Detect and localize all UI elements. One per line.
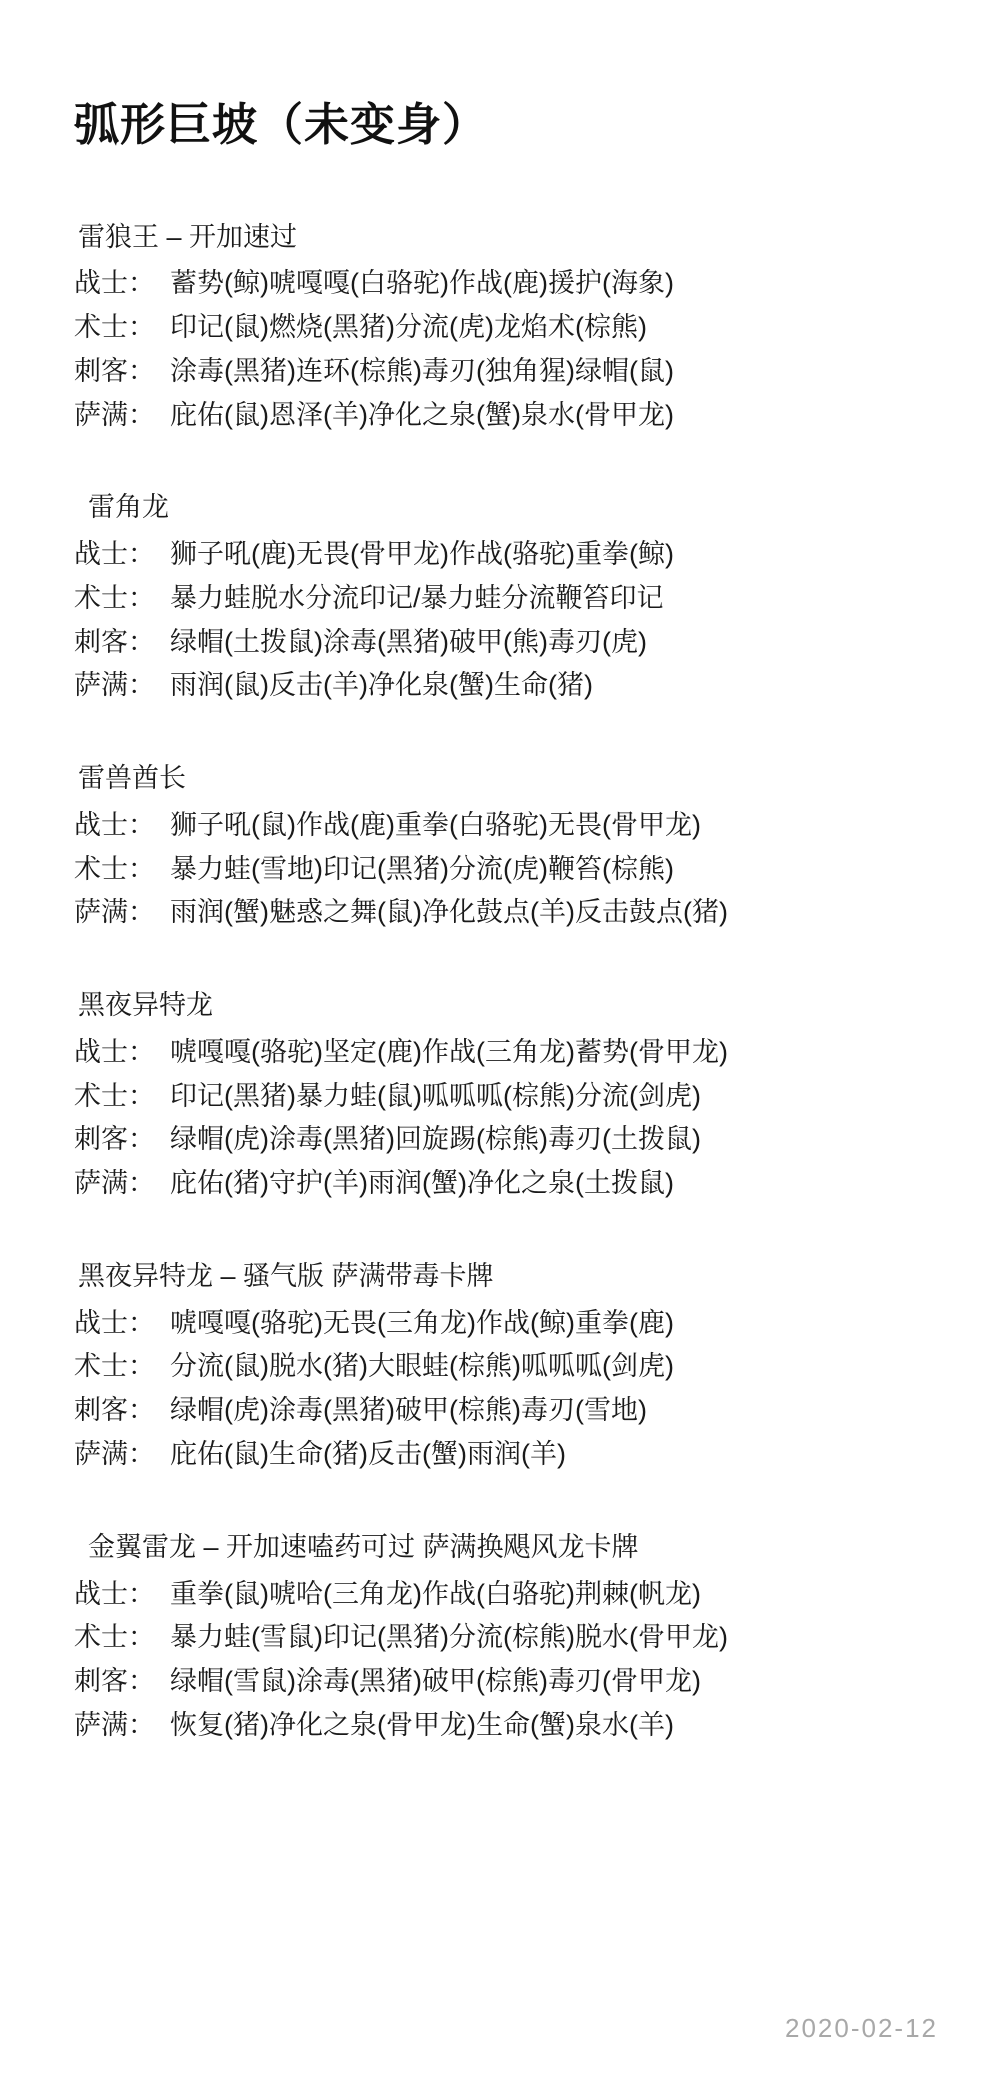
section-heading: 黑夜异特龙 – 骚气版 萨满带毒卡牌: [78, 1260, 494, 1291]
section-line: [74, 1704, 938, 1748]
section-line: [74, 804, 938, 848]
section-line: [74, 1660, 938, 1704]
line-content: 狮子吼(鼠)作战(鹿)重拳(白骆驼)无畏(骨甲龙): [170, 809, 701, 840]
line-role: 战士：: [74, 809, 155, 840]
section-heading: 雷角龙: [88, 492, 169, 523]
line-role: 战士：: [74, 1578, 155, 1609]
line-role: 萨满：: [74, 1168, 155, 1199]
section-line: [74, 306, 938, 350]
section-line: [74, 1075, 938, 1119]
line-role: 萨满：: [74, 399, 155, 430]
line-content: 印记(鼠)燃烧(黑猪)分流(虎)龙焰术(棕熊): [170, 312, 647, 343]
line-role: 战士：: [74, 1036, 155, 1067]
document-date: 2020-02-12: [785, 2013, 938, 2043]
line-role: 术士：: [74, 853, 155, 884]
line-content: 恢复(猪)净化之泉(骨甲龙)生命(蟹)泉水(羊): [170, 1709, 674, 1740]
line-content: 暴力蛙(雪地)印记(黑猪)分流(虎)鞭笞(棕熊): [170, 853, 674, 884]
section-line: [74, 621, 938, 665]
line-content: 雨润(蟹)魅惑之舞(鼠)净化鼓点(羊)反击鼓点(猪): [170, 897, 728, 928]
section-block: [74, 487, 938, 708]
section-line: [74, 891, 938, 935]
section-block: [74, 1527, 938, 1748]
line-role: 萨满：: [74, 1438, 155, 1469]
line-content: 重拳(鼠)唬哈(三角龙)作战(白骆驼)荆棘(帆龙): [170, 1578, 701, 1609]
section-line: [74, 1345, 938, 1389]
section-line: [74, 1573, 938, 1617]
section-line: [74, 1031, 938, 1075]
line-role: 刺客：: [74, 1124, 155, 1155]
line-content: 印记(黑猪)暴力蛙(鼠)呱呱呱(棕熊)分流(剑虎): [170, 1080, 701, 1111]
section-line: [74, 394, 938, 438]
section-line: [74, 1118, 938, 1162]
line-content: 暴力蛙脱水分流印记/暴力蛙分流鞭笞印记: [170, 582, 664, 613]
line-role: 术士：: [74, 1622, 155, 1653]
line-content: 分流(鼠)脱水(猪)大眼蛙(棕熊)呱呱呱(剑虎): [170, 1351, 674, 1382]
line-content: 绿帽(虎)涂毒(黑猪)回旋踢(棕熊)毒刃(土拨鼠): [170, 1124, 701, 1155]
section-line: [74, 533, 938, 577]
section-heading: 黑夜异特龙: [78, 990, 213, 1021]
line-content: 绿帽(雪鼠)涂毒(黑猪)破甲(棕熊)毒刃(骨甲龙): [170, 1665, 701, 1696]
line-role: 术士：: [74, 1351, 155, 1382]
line-role: 术士：: [74, 582, 155, 613]
section-line: [74, 262, 938, 306]
line-content: 绿帽(土拨鼠)涂毒(黑猪)破甲(熊)毒刃(虎): [170, 626, 647, 657]
sections-container: [74, 217, 938, 1748]
section-heading: 雷兽酋长: [78, 763, 186, 794]
line-role: 刺客：: [74, 626, 155, 657]
section-block: [74, 758, 938, 935]
section-line: [74, 577, 938, 621]
line-role: 战士：: [74, 1307, 155, 1338]
line-role: 刺客：: [74, 1395, 155, 1426]
line-content: 雨润(鼠)反击(羊)净化泉(蟹)生命(猪): [170, 670, 593, 701]
section-line: [74, 350, 938, 394]
line-content: 暴力蛙(雪鼠)印记(黑猪)分流(棕熊)脱水(骨甲龙): [170, 1622, 728, 1653]
line-content: 庇佑(猪)守护(羊)雨润(蟹)净化之泉(土拨鼠): [170, 1168, 674, 1199]
line-content: 唬嘎嘎(骆驼)无畏(三角龙)作战(鲸)重拳(鹿): [170, 1307, 674, 1338]
section-line: [74, 1302, 938, 1346]
line-content: 绿帽(虎)涂毒(黑猪)破甲(棕熊)毒刃(雪地): [170, 1395, 647, 1426]
line-role: 术士：: [74, 1080, 155, 1111]
section-heading: 雷狼王 – 开加速过: [78, 221, 298, 252]
section-heading: 金翼雷龙 – 开加速嗑药可过 萨满换飓风龙卡牌: [88, 1531, 639, 1562]
line-content: 庇佑(鼠)生命(猪)反击(蟹)雨润(羊): [170, 1438, 566, 1469]
section-line: [74, 1433, 938, 1477]
section-line: [74, 848, 938, 892]
line-role: 刺客：: [74, 355, 155, 386]
line-role: 萨满：: [74, 1709, 155, 1740]
section-block: [74, 1256, 938, 1477]
section-block: [74, 217, 938, 438]
line-content: 涂毒(黑猪)连环(棕熊)毒刃(独角猩)绿帽(鼠): [170, 355, 674, 386]
section-line: [74, 664, 938, 708]
line-content: 唬嘎嘎(骆驼)坚定(鹿)作战(三角龙)蓄势(骨甲龙): [170, 1036, 728, 1067]
line-role: 萨满：: [74, 897, 155, 928]
section-line: [74, 1389, 938, 1433]
section-line: [74, 1616, 938, 1660]
line-content: 庇佑(鼠)恩泽(羊)净化之泉(蟹)泉水(骨甲龙): [170, 399, 674, 430]
line-role: 术士：: [74, 312, 155, 343]
line-role: 刺客：: [74, 1665, 155, 1696]
line-content: 蓄势(鲸)唬嘎嘎(白骆驼)作战(鹿)援护(海象): [170, 268, 674, 299]
page-title: 弧形巨坡（未变身）: [74, 99, 489, 150]
section-line: [74, 1162, 938, 1206]
line-role: 战士：: [74, 539, 155, 570]
line-content: 狮子吼(鹿)无畏(骨甲龙)作战(骆驼)重拳(鲸): [170, 539, 674, 570]
line-role: 战士：: [74, 268, 155, 299]
section-block: [74, 985, 938, 1206]
line-role: 萨满：: [74, 670, 155, 701]
